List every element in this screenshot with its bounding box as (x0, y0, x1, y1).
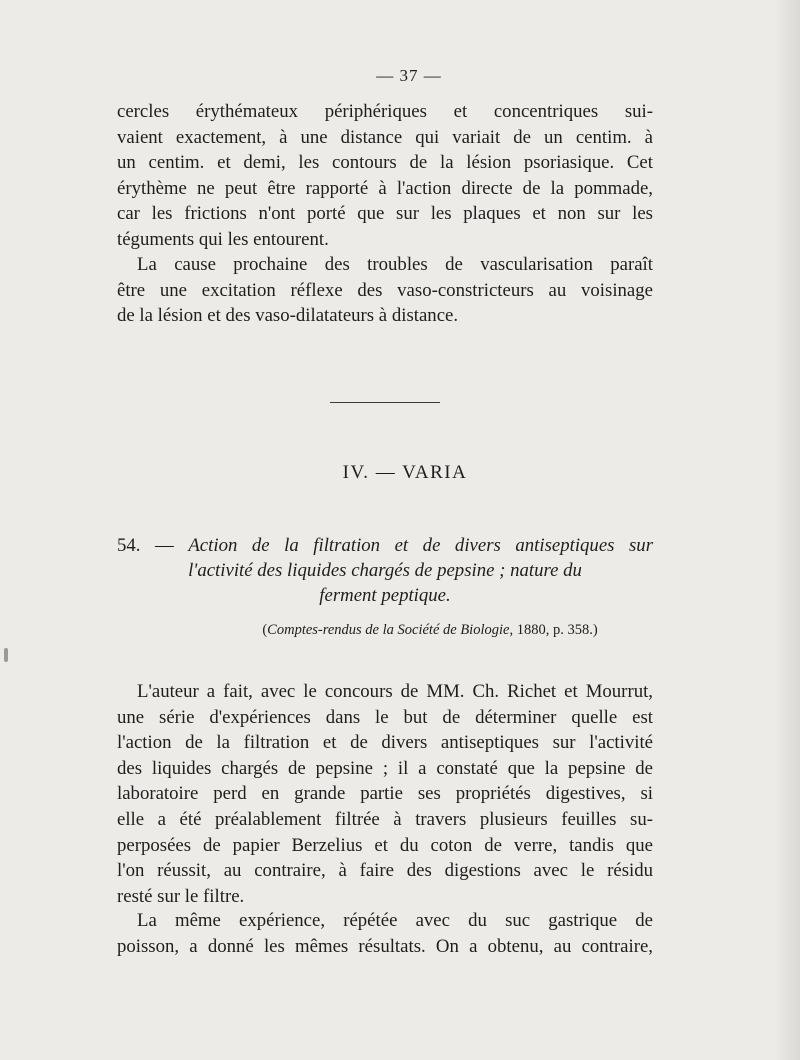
entry-title-line (117, 533, 653, 558)
text-line: des liquides chargés de pepsine ; il a constaté que la pepsine de (117, 757, 653, 779)
text-line: érythème ne peut être rapporté à l'action directe de la pommade, (117, 177, 653, 199)
text-line: vaient exactement, à une distance qui variait de un centim. à (117, 126, 653, 148)
section-heading: IV. — VARIA (342, 462, 468, 483)
text-line: resté sur le filtre. (117, 885, 245, 907)
paragraph-fish-gastric-juice (117, 908, 653, 959)
binding-mark (4, 648, 8, 662)
text-line: une série d'expériences dans le but de déterminer quelle est (117, 706, 653, 728)
paragraph-vascularisation (117, 252, 653, 329)
text-line: de la lésion et des vaso-dilatateurs à distance. (117, 305, 459, 327)
text-line: elle a été préalablement filtrée à travers plusieurs feuilles su- (117, 808, 653, 830)
text-line: car les frictions n'ont porté que sur les plaques et non sur les (117, 203, 653, 225)
citation-open: ( (262, 622, 268, 638)
text-line: l'action de la filtration et de divers antiseptiques sur l'activité (117, 732, 653, 754)
section-divider (330, 402, 440, 403)
entry-title-part: Action de la filtration et de divers antiseptiques sur (188, 535, 654, 556)
text-line: cercles érythémateux périphériques et concentriques sui- (117, 101, 653, 122)
text-line: La même expérience, répétée avec du suc gastrique de (137, 910, 653, 931)
text-line: l'on réussit, au contraire, à faire des digestions avec le résidu (117, 860, 653, 882)
text-line: perposées de papier Berzelius et du coton de verre, tandis que (117, 834, 653, 856)
entry-title-line: ferment peptique. (319, 585, 451, 606)
text-line: L'auteur a fait, avec le concours de MM. Ch. Richet et Mourrut, (137, 681, 653, 702)
text-line: téguments qui les entourent. (117, 228, 329, 250)
paragraph-psoriasis-erythema (117, 99, 653, 253)
page-edge-shadow (774, 0, 800, 1060)
text-line: un centim. et demi, les contours de la lésion psoriasique. Cet (117, 152, 653, 174)
entry-number: 54. — (117, 535, 174, 556)
text-line: La cause prochaine des troubles de vascularisation paraît (137, 254, 653, 275)
page-number: — 37 — (376, 66, 442, 85)
entry-heading (117, 533, 653, 608)
text-line: être une excitation réflexe des vaso-constricteurs au voisinage (117, 279, 653, 301)
entry-title-line: l'activité des liquides chargés de pepsine ; nature du (188, 560, 582, 581)
citation-source: Comptes-rendus de la Société de Biologie (267, 622, 510, 638)
citation (0, 622, 800, 639)
paragraph-filtration-experiments (117, 679, 653, 909)
text-line: poisson, a donné les mêmes résultats. On a obtenu, au contraire, (117, 935, 653, 957)
citation-details: , 1880, p. 358.) (509, 622, 598, 638)
text-line: laboratoire perd en grande partie ses propriétés digestives, si (117, 783, 653, 805)
